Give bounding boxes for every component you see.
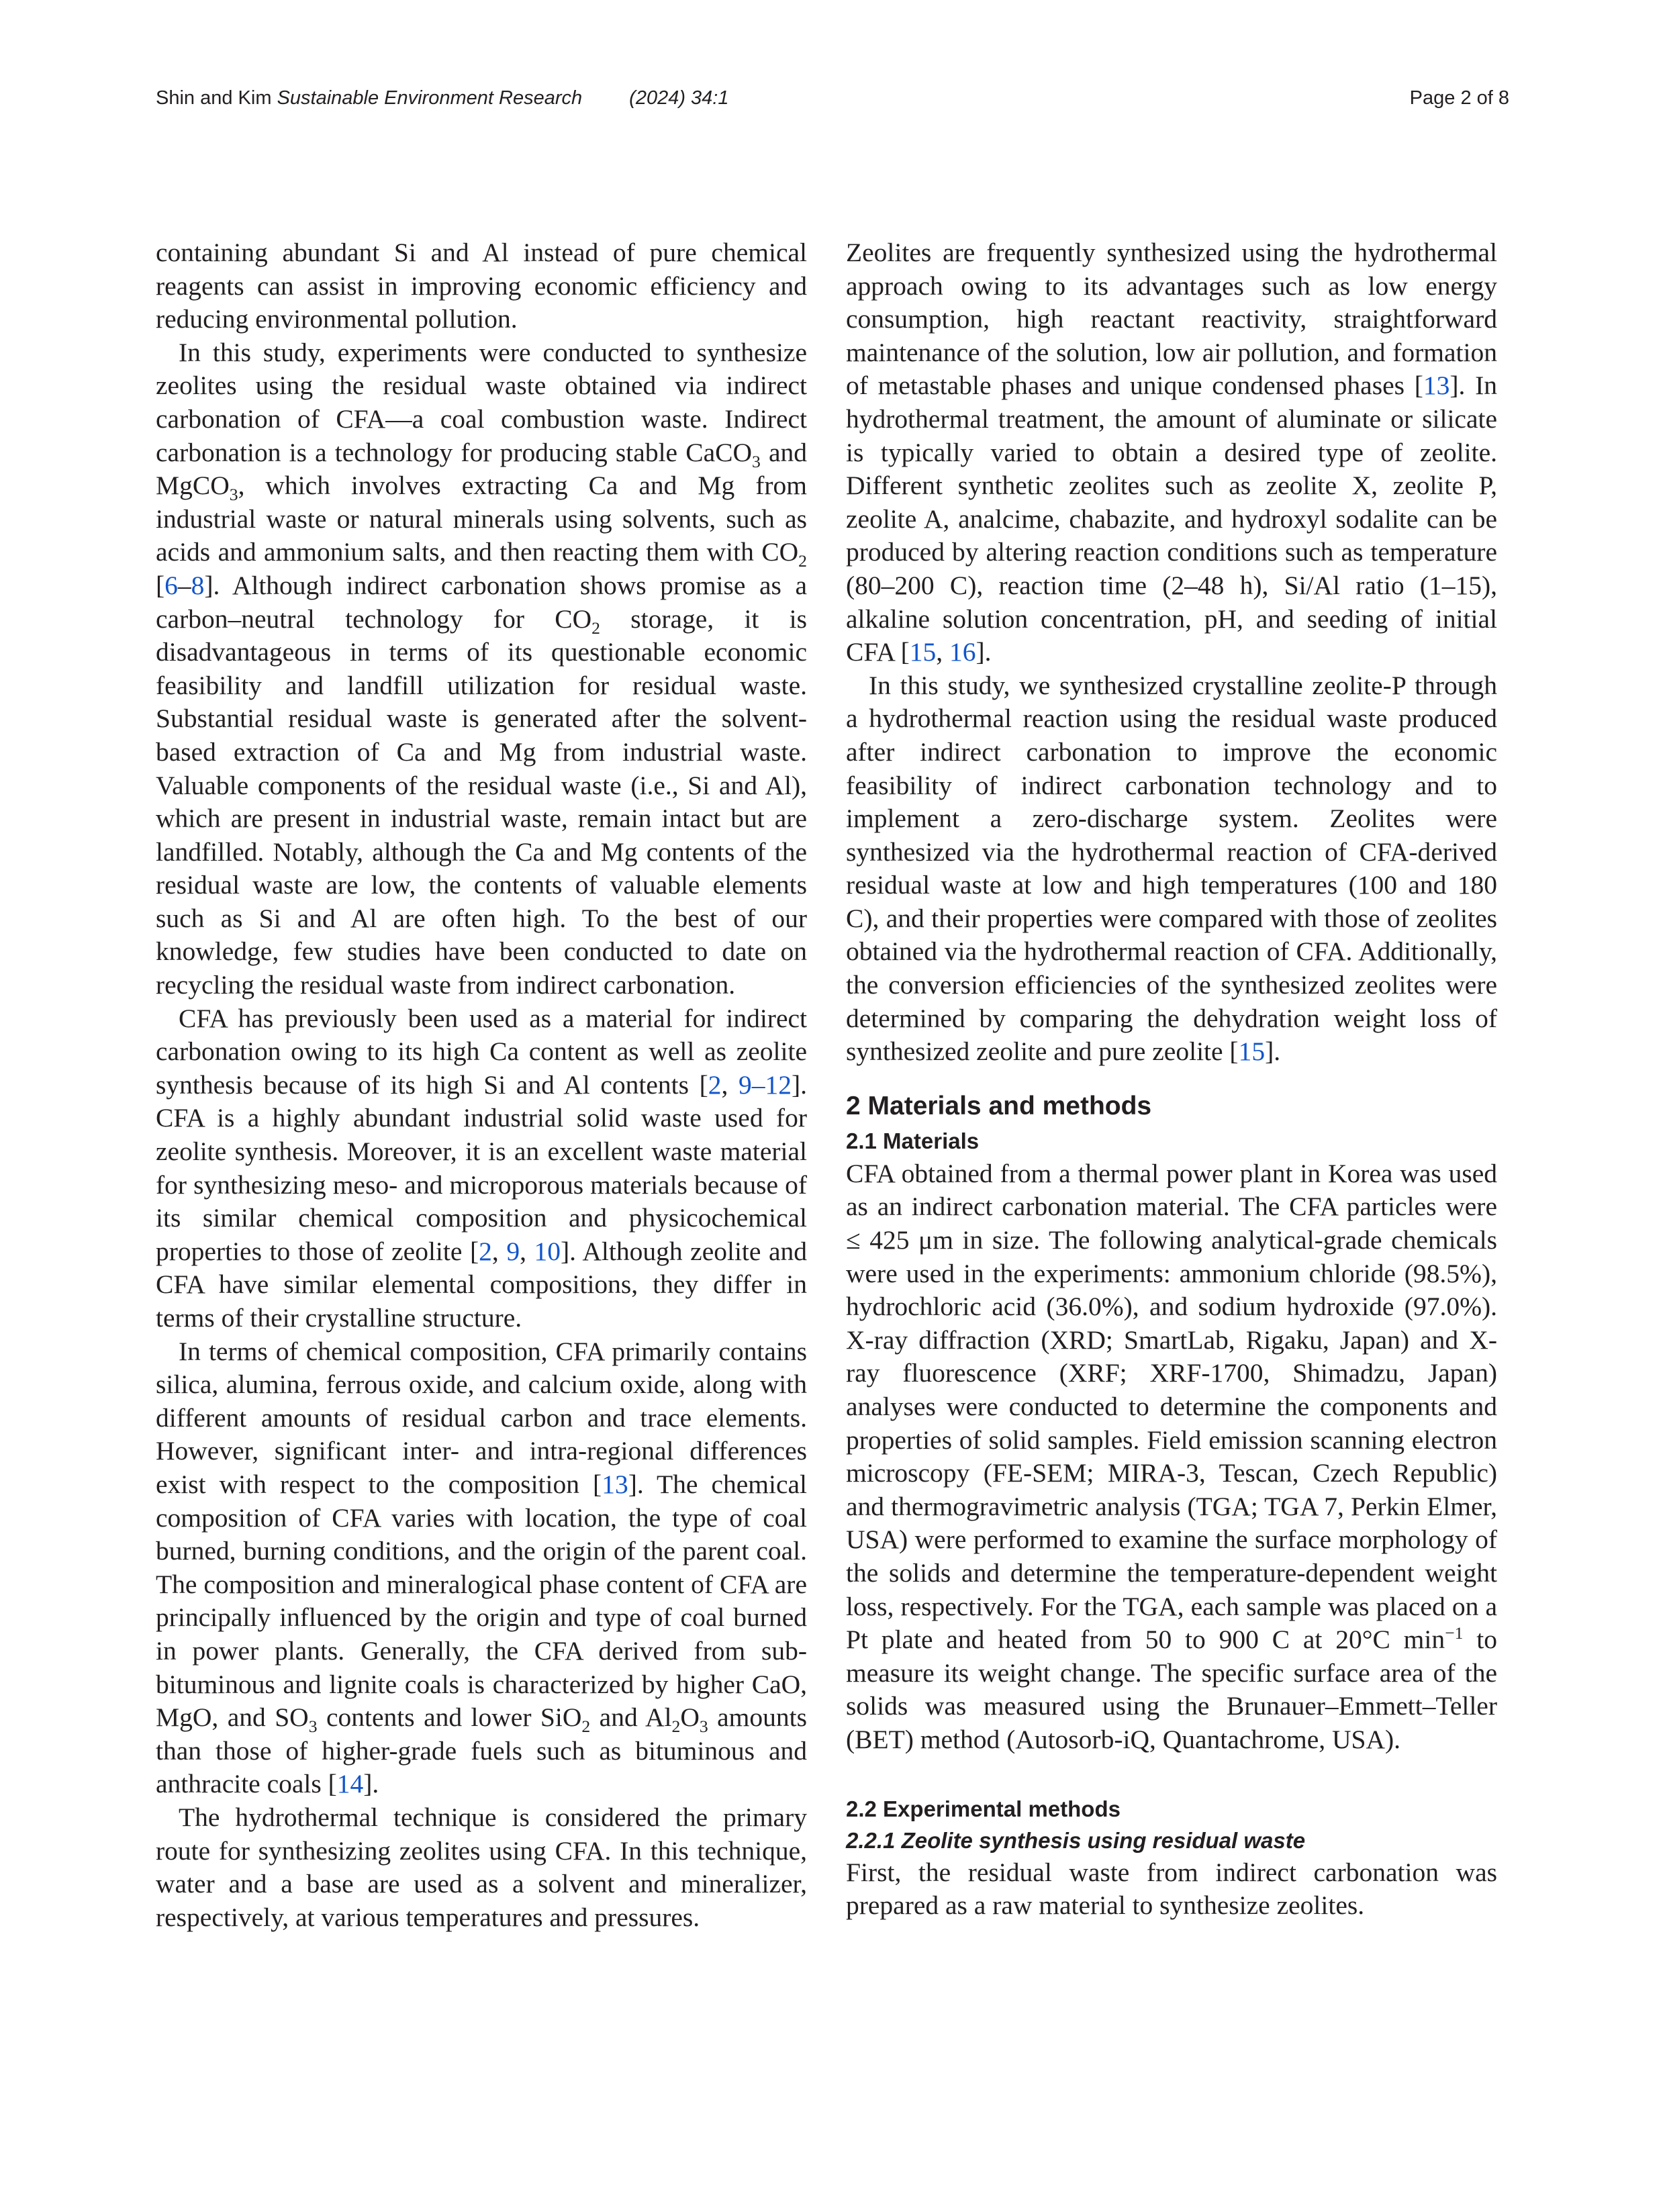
text-run: In this study, we synthesized crystalline zeolite-P through a hydrothermal reaction using the residual waste produced after indirect carbonation to improve the economic feasibility of indirect carbonation technology and to implement a zero-discharge system. Zeolites were synthesized via the hydrothermal reaction of CFA-derived residual waste at low and high temperatures (100 and 180 C), and their properties were compared with those of zeolites obtained via the hydrothermal reaction of CFA. Additionally, the conversion efficiencies of the synthesized zeolites were determined by comparing the dehydration weight loss of synthesized zeolite and pure zeolite [ [846,670,1497,1067]
paragraph-cfa-material [156,1002,807,1335]
paragraph-study-intro [156,336,807,1002]
citation-link[interactable]: 13 [602,1469,628,1499]
text-run: amounts than those of higher-grade fuels such as bituminous and anthracite coals [ [156,1702,807,1799]
paragraph-synthesis: First, the residual waste from indirect carbonation was prepared as a raw material to synthesize zeolites. [846,1857,1497,1921]
subscript: 3 [751,451,761,471]
header-year-volume: (2024) 34:1 [629,87,729,109]
citation-link[interactable]: 10 [534,1236,561,1266]
citation-link[interactable]: 6 [164,570,178,600]
citation-link[interactable]: 9 [506,1236,520,1266]
citation-link[interactable]: 2 [708,1069,722,1100]
text-run: ]. In hydrothermal treatment, the amount of aluminate or silicate is typically varied to obtain a desired type of zeolite. Different synthetic zeolites such as zeolite X, zeolite P, zeolite A, analcime, chabazite, and hydroxyl sodalite can be produced by altering reaction conditions such as temperature (80–200 C), reaction time (2–48 h), Si/Al ratio (1–15), alkaline solution concentration, pH, and seeding of initial CFA [ [846,371,1497,667]
text-run: , which involves extracting Ca and Mg from industrial waste or natural minerals using solvents, such as acids and ammonium salts, and then reacting them with CO [156,471,807,567]
text-run: In this study, experiments were conducted to synthesize zeolites using the residual waste obtained via indirect carbonation of CFA—a coal combustion waste. Indirect carbonation is a technology for producing stable CaCO [156,337,807,467]
subsubsection-heading: 2.2.1 Zeolite synthesis using residual waste [846,1827,1306,1853]
subscript: 2 [581,1717,591,1737]
subscript: 3 [229,485,238,505]
text-run: , [491,1236,507,1266]
citation-link[interactable]: 8 [191,570,205,600]
text-run: ]. [363,1769,379,1799]
text-run: Zeolites are frequently synthesized using the hydrothermal approach owing to its advantages such as low energy consumption, high reactant reactivity, straightforward maintenance of the solution, low air pollution, and formation of metastable phases and unique condensed phases [ [846,238,1497,401]
subsection-heading: 2.1 Materials [846,1128,980,1153]
citation-link[interactable]: 9–12 [738,1069,792,1100]
subscript: 2 [671,1717,681,1737]
text-run: – [177,570,191,600]
text-run: CFA has previously been used as a material for indirect carbonation owing to its high Ca content as well as zeolite synthesis because of its high Si and Al contents [ [156,1003,807,1100]
text-run: ]. [976,637,992,667]
text-run: ]. Although zeolite and CFA have similar elemental compositions, they differ in terms of their crystalline structure. [156,1236,808,1333]
paragraph-hydrothermal: The hydrothermal technique is considered the primary route for synthesizing zeolites using CFA. In this technique, water and a base are used as a solvent and mineralizer, respectively, at various temperatures and pressures. [156,1802,807,1932]
subscript: 3 [308,1717,318,1737]
header-citation [156,87,728,109]
text-run: ]. [1265,1037,1281,1067]
text-run: , [721,1069,739,1100]
citation-link[interactable]: 15 [1238,1037,1266,1067]
paragraph-study-objective [846,669,1497,1069]
text-run: and Al [590,1702,672,1733]
text-run: ]. CFA is a highly abundant industrial solid waste used for zeolite synthesis. Moreover, it is an excellent waste material for synthesizing meso- and microporous materials because of its similar chemical composition and physicochemical properties to those of zeolite [ [156,1069,808,1266]
paragraph-materials [846,1157,1497,1757]
paragraph-continuation: containing abundant Si and Al instead of pure chemical reagents can assist in improving economic efficiency and reducing environmental pollution. [156,238,807,334]
text-run: ]. Although indirect carbonation shows promise as a carbon–neutral technology for CO [156,570,807,634]
subscript: 3 [699,1717,708,1737]
header-authors: Shin and Kim [156,87,272,109]
text-run: CFA obtained from a thermal power plant in Korea was used as an indirect carbonation material. The CFA particles were ≤ 425 μm in size. The following analytical-grade chemicals were used in the experiments: ammonium chloride (98.5%), hydrochloric acid (36.0%), and sodium hydroxide (97.0%). X-ray diffraction (XRD; SmartLab, Rigaku, Japan) and X-ray fluorescence (XRF; XRF-1700, Shimadzu, Japan) analyses were conducted to determine the components and properties of solid samples. Field emission scanning electron microscopy (FE-SEM; MIRA-3, Tescan, Czech Republic) and thermogravimetric analysis (TGA; TGA 7, Perkin Elmer, USA) were performed to examine the surface morphology of the solids and determine the temperature-dependent weight loss, respectively. For the TGA, each sample was placed on a Pt plate and heated from 50 to 900 C at 20°C min [846,1158,1497,1655]
text-run: ]. The chemical composition of CFA varies with location, the type of coal burned, burning conditions, and the origin of the parent coal. The composition and mineralogical phase content of CFA are principally influenced by the origin and type of coal burned in power plants. Generally, the CFA derived from sub-bituminous and lignite coals is characterized by higher CaO, MgO, and SO [156,1469,808,1733]
text-run: O [680,1702,700,1733]
left-column [156,236,807,1934]
citation-link[interactable]: 14 [336,1769,364,1799]
header-page-number: Page 2 of 8 [1409,87,1509,109]
citation-link[interactable]: 16 [949,637,976,667]
section-heading: 2 Materials and methods [846,1091,1152,1120]
text-run: , [936,637,950,667]
running-header [156,87,1509,117]
subsection-heading: 2.2 Experimental methods [846,1796,1121,1821]
subscript: 2 [798,551,807,571]
superscript: −1 [1445,1623,1464,1643]
text-run: In terms of chemical composition, CFA primarily contains silica, alumina, ferrous oxide, and calcium oxide, along with different amounts of residual carbon and trace elements. However, significant inter- and intra-regional differences exist with respect to the composition [ [156,1336,807,1499]
text-run: contents and lower SiO [317,1702,582,1733]
text-run: [ [156,570,165,600]
text-run: and MgCO [156,437,807,501]
citation-link[interactable]: 13 [1423,371,1450,401]
citation-link[interactable]: 15 [909,637,937,667]
right-column [846,236,1497,1923]
citation-link[interactable]: 2 [479,1236,492,1266]
paragraph-chemical-composition [156,1335,807,1801]
text-run: to measure its weight change. The specific surface area of the solids was measured using the Brunauer–Emmett–Teller (BET) method (Autosorb-iQ, Quantachrome, USA). [846,1625,1497,1754]
paragraph-hydrothermal-approach [846,236,1497,669]
header-journal: Sustainable Environment Research [277,87,583,109]
subscript: 2 [591,618,600,638]
text-run: storage, it is disadvantageous in terms of its questionable economic feasibility and landfill utilization for residual waste. Substantial residual waste is generated after the solvent-based extraction of Ca and Mg from industrial waste. Valuable components of the residual waste (i.e., Si and Al), which are present in industrial waste, remain intact but are landfilled. Notably, although the Ca and Mg contents of the residual waste are low, the contents of valuable elements such as Si and Al are often high. To the best of our knowledge, few studies have been conducted to date on recycling the residual waste from indirect carbonation. [156,604,808,1000]
text-run: , [520,1236,534,1266]
